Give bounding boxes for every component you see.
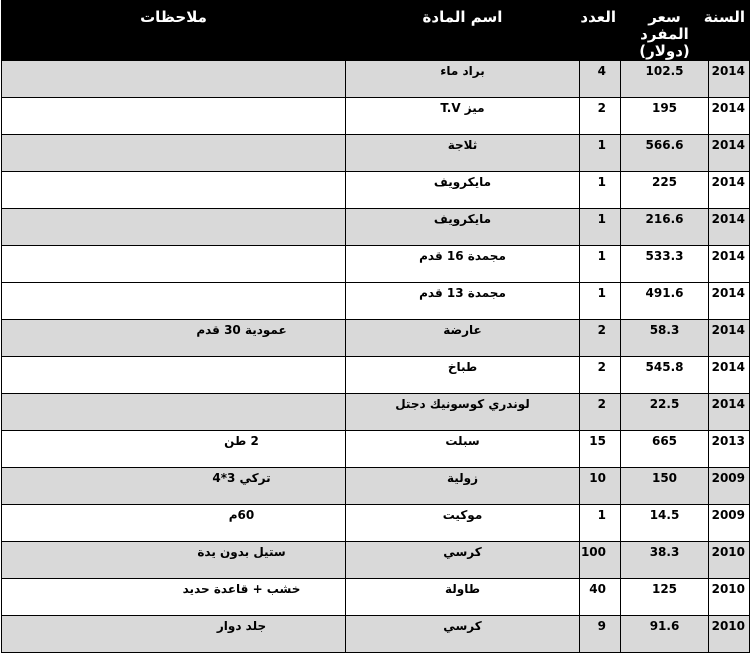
table-row [2,357,750,394]
name-cell: مايكرويف [346,209,580,246]
qty-cell: 40 [580,579,621,616]
qty-cell: 2 [580,320,621,357]
price-cell: 545.8 [621,357,709,394]
qty-cell: 2 [580,357,621,394]
price-cell: 216.6 [621,209,709,246]
name-cell: براد ماء [346,61,580,98]
price-cell: 125 [621,579,709,616]
notes-cell: تركي 3*4 [2,468,346,505]
table-row [2,320,750,357]
year-cell: 2010 [709,616,750,653]
year-cell: 2014 [709,357,750,394]
header-row [2,1,750,61]
notes-cell [2,246,346,283]
qty-cell: 15 [580,431,621,468]
name-cell: كرسي [346,542,580,579]
price-cell: 533.3 [621,246,709,283]
qty-cell: 10 [580,468,621,505]
table-row [2,431,750,468]
table-row [2,468,750,505]
notes-cell: ستيل بدون يدة [2,542,346,579]
qty-cell: 1 [580,283,621,320]
qty-cell: 1 [580,172,621,209]
price-cell: 225 [621,172,709,209]
header-notes: ملاحظات [2,1,346,61]
table-row [2,61,750,98]
notes-cell [2,135,346,172]
qty-cell: 1 [580,209,621,246]
price-cell: 491.6 [621,283,709,320]
year-cell: 2010 [709,542,750,579]
price-cell: 38.3 [621,542,709,579]
name-cell: لوندري كوسونيك دجتل [346,394,580,431]
qty-cell: 4 [580,61,621,98]
year-cell: 2013 [709,431,750,468]
qty-cell: 100 [580,542,621,579]
notes-cell [2,283,346,320]
qty-cell: 1 [580,135,621,172]
header-year: السنة [709,1,750,61]
table-row [2,98,750,135]
year-cell: 2009 [709,468,750,505]
header-name: اسم المادة [346,1,580,61]
notes-cell: عمودية 30 قدم [2,320,346,357]
notes-cell: 60م [2,505,346,542]
name-cell: طباخ [346,357,580,394]
table-row [2,616,750,653]
qty-cell: 2 [580,394,621,431]
qty-cell: 1 [580,246,621,283]
header-price [621,1,709,61]
price-cell: 22.5 [621,394,709,431]
notes-cell: جلد دوار [2,616,346,653]
name-cell: ثلاجة [346,135,580,172]
name-cell: طاولة [346,579,580,616]
notes-cell [2,209,346,246]
year-cell: 2014 [709,283,750,320]
table-row [2,505,750,542]
name-cell: كرسي [346,616,580,653]
qty-cell: 9 [580,616,621,653]
notes-cell: خشب + قاعدة حديد [2,579,346,616]
header-qty: العدد [580,1,621,61]
price-cell: 91.6 [621,616,709,653]
price-cell: 150 [621,468,709,505]
price-cell: 195 [621,98,709,135]
price-cell: 58.3 [621,320,709,357]
notes-cell [2,394,346,431]
name-cell: مجمدة 13 قدم [346,283,580,320]
table-row [2,283,750,320]
name-cell: مايكرويف [346,172,580,209]
year-cell: 2014 [709,98,750,135]
qty-cell: 2 [580,98,621,135]
header-price-line1: سعر المفرد [640,8,689,43]
table-row [2,209,750,246]
notes-cell [2,357,346,394]
year-cell: 2014 [709,394,750,431]
notes-cell: 2 طن [2,431,346,468]
price-cell: 102.5 [621,61,709,98]
year-cell: 2014 [709,320,750,357]
notes-cell [2,61,346,98]
year-cell: 2014 [709,135,750,172]
year-cell: 2010 [709,579,750,616]
table-row [2,135,750,172]
year-cell: 2014 [709,172,750,209]
year-cell: 2014 [709,209,750,246]
qty-cell: 1 [580,505,621,542]
year-cell: 2014 [709,246,750,283]
name-cell: ميز T.V [346,98,580,135]
table-row [2,246,750,283]
year-cell: 2014 [709,61,750,98]
table-row [2,172,750,209]
name-cell: عارضة [346,320,580,357]
name-cell: موكيت [346,505,580,542]
name-cell: زولية [346,468,580,505]
table-row [2,542,750,579]
name-cell: مجمدة 16 قدم [346,246,580,283]
notes-cell [2,98,346,135]
price-cell: 566.6 [621,135,709,172]
name-cell: سبلت [346,431,580,468]
header-price-line2: (دولار) [639,42,690,60]
table-row [2,579,750,616]
price-cell: 665 [621,431,709,468]
inventory-table [1,0,750,653]
table-row [2,394,750,431]
year-cell: 2009 [709,505,750,542]
notes-cell [2,172,346,209]
price-cell: 14.5 [621,505,709,542]
